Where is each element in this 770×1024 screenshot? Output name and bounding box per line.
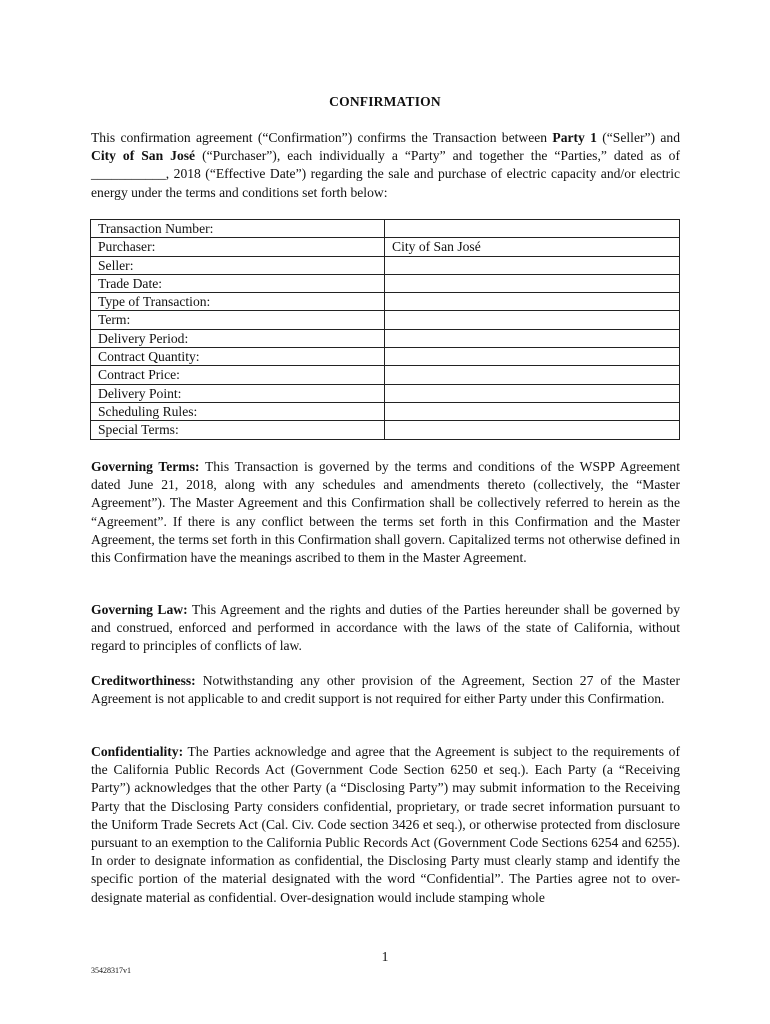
page-number: 1 xyxy=(381,949,389,964)
row-label: Seller: xyxy=(91,256,385,274)
row-label: Special Terms: xyxy=(91,421,385,439)
table-row xyxy=(91,256,680,274)
governing-terms-body: This Transaction is governed by the terms and conditions of the WSPP Agreement dated June 21, 2018, along with any schedules and amendments thereto (collectively, the “Master Agreement”). The Master Agreement and this Confirmation shall be collectively referred to herein as the “Agreement”. If there is any conflict between the terms set forth in this Confirmation and the Master Agreement, the terms set forth in this Confirmation shall govern. Capitalized terms not otherwise defined in this Confirmation have the meanings ascribed to them in the Master Agreement. xyxy=(91,459,681,566)
governing-law-section xyxy=(91,601,680,656)
table-row xyxy=(91,220,680,238)
confidentiality-body: The Parties acknowledge and agree that the Agreement is subject to the requirements of the California Public Records Act (Government Code Section 6250 et seq.). Each Party (a “Receiving Party”) acknowledges that the other Party (a “Disclosing Party”) may submit information to the Receiving Party that the Disclosing Party considers confidential, proprietary, or trade secret information pursuant to the Uniform Trade Secrets Act (Cal. Civ. Code section 3426 et seq.), or otherwise protected from disclosure pursuant to an exemption to the California Public Records Act (Government Code Sections 6254 and 6255). In order to designate information as confidential, the Disclosing Party must clearly stamp and identify the specific portion of the material designated with the word “Confidential”. The Parties agree not to over-designate material as confidential. Over-designation would include stamping whole xyxy=(91,744,680,905)
table-row xyxy=(91,402,680,420)
row-value xyxy=(385,311,680,329)
confidentiality-heading: Confidentiality: xyxy=(91,744,184,759)
transaction-terms-table xyxy=(90,219,680,440)
row-label: Trade Date: xyxy=(91,274,385,292)
intro-text-3: (“Purchaser”), each individually a “Party” and together the “Parties,” dated as of ___________, 2018 (“Effective Date”) regarding the sale and purchase of electric capacity and/or electric energy under the terms and conditions set forth below: xyxy=(91,148,680,200)
row-value xyxy=(385,293,680,311)
governing-terms-section xyxy=(91,458,680,567)
row-label: Contract Price: xyxy=(91,366,385,384)
table-row xyxy=(91,421,680,439)
table-row xyxy=(91,348,680,366)
purchaser-name: City of San José xyxy=(91,148,196,164)
row-label: Term: xyxy=(91,311,385,329)
table-row xyxy=(91,311,680,329)
creditworthiness-heading: Creditworthiness: xyxy=(91,673,196,688)
row-label: Purchaser: xyxy=(91,238,385,256)
governing-law-body: This Agreement and the rights and duties of the Parties hereunder shall be governed by and construed, enforced and performed in accordance with the laws of the state of California, without regard to principles of conflicts of law. xyxy=(91,602,680,654)
row-value xyxy=(385,384,680,402)
row-label: Delivery Period: xyxy=(91,329,385,347)
table-row xyxy=(91,384,680,402)
row-value xyxy=(385,348,680,366)
creditworthiness-section xyxy=(91,672,680,708)
party-1-name: Party 1 xyxy=(552,130,597,145)
governing-law-heading: Governing Law: xyxy=(91,602,188,617)
row-value: City of San José xyxy=(385,238,680,256)
table-row xyxy=(91,274,680,292)
row-value xyxy=(385,274,680,292)
intro-paragraph xyxy=(91,129,680,202)
row-label: Type of Transaction: xyxy=(91,293,385,311)
table-row xyxy=(91,293,680,311)
document-title: CONFIRMATION xyxy=(329,94,441,109)
row-label: Scheduling Rules: xyxy=(91,402,385,420)
row-value xyxy=(385,366,680,384)
document-id: 35428317v1 xyxy=(91,966,131,975)
creditworthiness-body: Notwithstanding any other provision of the Agreement, Section 27 of the Master Agreement is not applicable to and credit support is not required for either Party under this Confirmation. xyxy=(91,673,680,707)
table-row xyxy=(91,238,680,256)
row-value xyxy=(385,402,680,420)
confidentiality-section xyxy=(91,743,680,907)
governing-terms-heading: Governing Terms: xyxy=(91,459,200,474)
intro-text-1: This confirmation agreement (“Confirmation”) confirms the Transaction between xyxy=(91,130,553,145)
row-value xyxy=(385,220,680,238)
table-row xyxy=(91,366,680,384)
row-value xyxy=(385,329,680,347)
table-row xyxy=(91,329,680,347)
row-label: Contract Quantity: xyxy=(91,348,385,366)
intro-text-2: (“Seller”) and xyxy=(596,130,681,145)
row-label: Transaction Number: xyxy=(91,220,385,238)
row-value xyxy=(385,421,680,439)
row-label: Delivery Point: xyxy=(91,384,385,402)
row-value xyxy=(385,256,680,274)
